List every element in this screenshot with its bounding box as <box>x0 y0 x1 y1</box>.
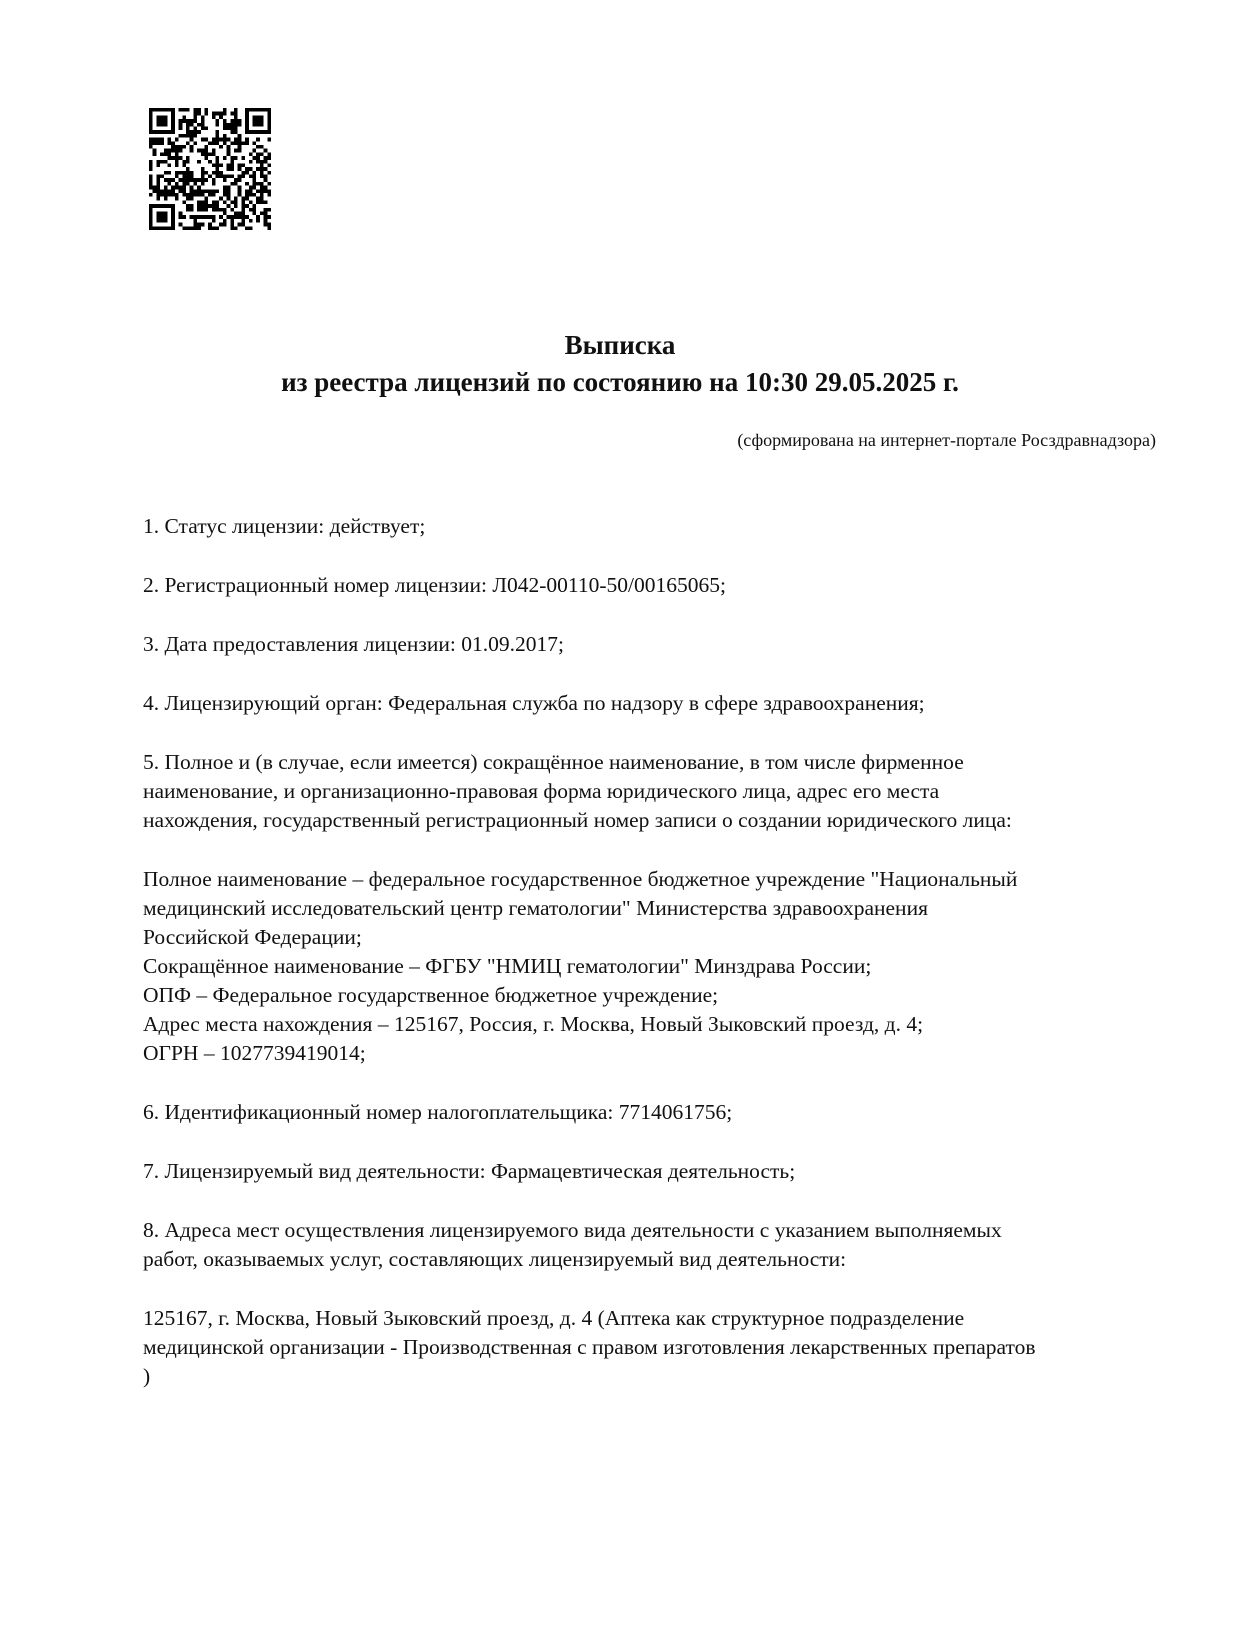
document-body <box>143 512 1161 1421</box>
item-issue-date: 3. Дата предоставления лицензии: 01.09.2017; <box>143 632 564 656</box>
item-addresses-heading <box>143 1216 1161 1274</box>
text-line: медицинской организации - Производственная с правом изготовления лекарственных препаратов <box>143 1335 1036 1359</box>
text-line: ОПФ – Федеральное государственное бюджетное учреждение; <box>143 983 719 1007</box>
item-inn: 6. Идентификационный номер налогоплательщика: 7714061756; <box>143 1100 733 1124</box>
item-activity: 7. Лицензируемый вид деятельности: Фармацевтическая деятельность; <box>143 1159 796 1183</box>
text-line: ОГРН – 1027739419014; <box>143 1041 366 1065</box>
item-registration-number: 2. Регистрационный номер лицензии: Л042-00110-50/00165065; <box>143 573 726 597</box>
source-note: (сформирована на интернет-портале Росздравнадзора) <box>737 430 1156 450</box>
text-line: 5. Полное и (в случае, если имеется) сокращённое наименование, в том числе фирменное <box>143 750 964 774</box>
item-address-details <box>143 1304 1161 1391</box>
text-line: нахождения, государственный регистрационный номер записи о создании юридического лица: <box>143 808 1012 832</box>
text-line: 125167, г. Москва, Новый Зыковский проезд, д. 4 (Аптека как структурное подразделение <box>143 1306 965 1330</box>
item-entity-details <box>143 865 1161 1068</box>
text-line: ) <box>143 1364 151 1388</box>
qr-code-graphic <box>149 108 271 230</box>
item-license-status: 1. Статус лицензии: действует; <box>143 514 426 538</box>
item-entity-heading <box>143 748 1161 835</box>
document-title: Выписка <box>564 330 676 360</box>
document-subtitle: из реестра лицензий по состоянию на 10:30 29.05.2025 г. <box>281 367 959 397</box>
item-licensing-body: 4. Лицензирующий орган: Федеральная служба по надзору в сфере здравоохранения; <box>143 691 925 715</box>
text-line: медицинский исследовательский центр гематологии" Министерства здравоохранения <box>143 896 928 920</box>
qr-code-icon <box>149 108 271 230</box>
text-line: Сокращённое наименование – ФГБУ "НМИЦ гематологии" Минздрава России; <box>143 954 872 978</box>
text-line: 8. Адреса мест осуществления лицензируемого вида деятельности с указанием выполняемых <box>143 1218 1002 1242</box>
text-line: Адрес места нахождения – 125167, Россия, г. Москва, Новый Зыковский проезд, д. 4; <box>143 1012 924 1036</box>
text-line: Российской Федерации; <box>143 925 362 949</box>
text-line: Полное наименование – федеральное государственное бюджетное учреждение "Национальный <box>143 867 1018 891</box>
text-line: работ, оказываемых услуг, составляющих лицензируемый вид деятельности: <box>143 1247 847 1271</box>
text-line: наименование, и организационно-правовая форма юридического лица, адрес его места <box>143 779 940 803</box>
